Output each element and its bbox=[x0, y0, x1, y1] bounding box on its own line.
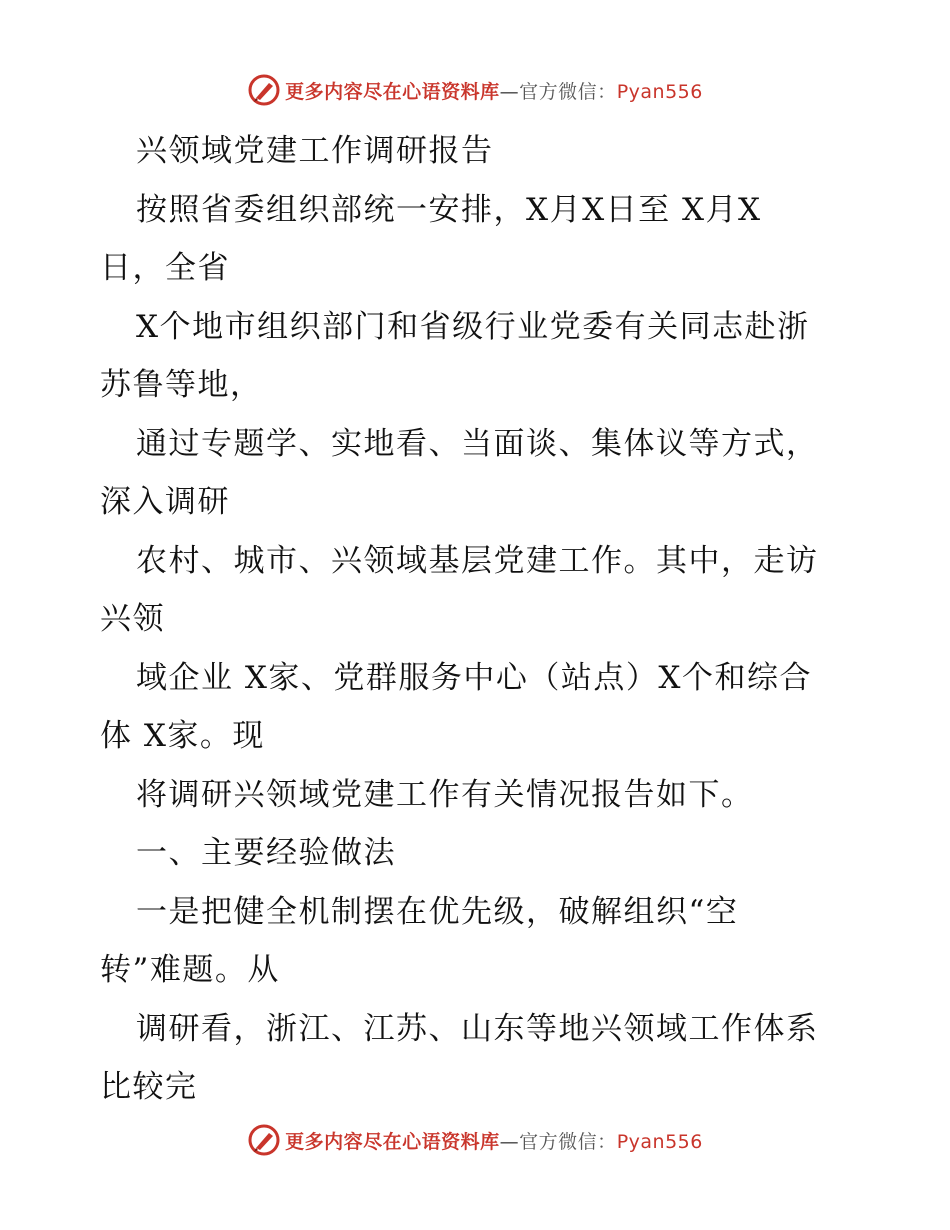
document-body bbox=[100, 122, 860, 1117]
footer-wechat-id: Pyan556 bbox=[616, 1130, 703, 1153]
footer-wechat-label: 官方微信： bbox=[519, 1130, 617, 1153]
text-line: 调研看，浙江、江苏、山东等地兴领域工作体系 bbox=[136, 1010, 819, 1047]
banner-wechat-id: Pyan556 bbox=[616, 80, 703, 103]
text-line: 通过专题学、实地看、当面谈、集体议等方式， bbox=[136, 425, 819, 462]
text-line: 域企业 X家、党群服务中心（站点）X个和综合 bbox=[136, 659, 812, 696]
footer-site-text: 更多内容尽在心语资料库 bbox=[285, 1130, 500, 1153]
banner-wechat-label: 官方微信： bbox=[519, 80, 617, 103]
text-line: 一、主要经验做法 bbox=[136, 835, 396, 871]
text-line: 深入调研 bbox=[100, 484, 230, 520]
text-line: 苏鲁等地， bbox=[100, 367, 263, 403]
footer-banner bbox=[0, 1120, 950, 1160]
text-line: X个地市组织部门和省级行业党委有关同志赴浙 bbox=[136, 308, 810, 345]
pen-logo-icon bbox=[247, 73, 281, 107]
text-line: 将调研兴领域党建工作有关情况报告如下。 bbox=[136, 776, 754, 813]
header-banner bbox=[0, 70, 950, 110]
banner-separator: — bbox=[499, 80, 520, 103]
text-line: 体 X家。现 bbox=[100, 718, 265, 754]
banner-site-text: 更多内容尽在心语资料库 bbox=[285, 80, 500, 103]
text-line: 一是把健全机制摆在优先级，破解组织“空 bbox=[136, 893, 739, 930]
text-line: 农村、城市、兴领域基层党建工作。其中，走访 bbox=[136, 542, 819, 579]
text-line: 按照省委组织部统一安排，X月X日至 X月X bbox=[136, 191, 762, 228]
text-line: 兴领域党建工作调研报告 bbox=[136, 133, 494, 169]
text-line: 日，全省 bbox=[100, 250, 230, 286]
text-line: 转”难题。从 bbox=[100, 952, 280, 988]
footer-separator: — bbox=[499, 1130, 520, 1153]
text-line: 比较完 bbox=[100, 1069, 198, 1105]
text-line: 兴领 bbox=[100, 601, 165, 637]
pen-logo-icon bbox=[247, 1123, 281, 1157]
